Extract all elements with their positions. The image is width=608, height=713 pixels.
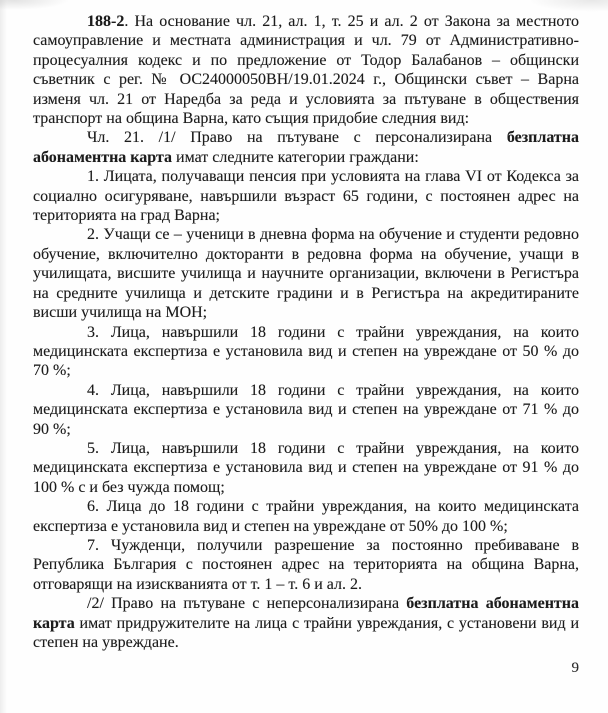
text-run: 2. Учащи се – ученици в дневна форма на обучение и студенти редовно обучение, включително докторанти в редовна форма на обучение, учащи в училищата, висшите училища и научните организации, включени в Регистъра на средните училища и детските градини и в Регистъра на акредитираните висши училища на МОН; — [33, 226, 579, 322]
scan-edge-artifact — [0, 0, 7, 713]
document-body — [33, 12, 579, 652]
list-item-category-3 — [33, 323, 579, 381]
text-run: имат следните категории граждани: — [172, 148, 419, 166]
list-item-category-4 — [33, 381, 579, 439]
list-item-category-2 — [33, 225, 579, 322]
scan-smudge-artifact — [0, 0, 70, 10]
list-item-category-1 — [33, 167, 579, 225]
page-number: 9 — [571, 660, 579, 676]
text-run: . На основание чл. 21, ал. 1, т. 25 и ал. 2 от Закона за местното самоуправление и местната администрация и чл. 79 от Административно-процесуалния кодекс и по предложение от Тодор Балабанов – общински съветник с рег. № ОС24000050ВН/19.01.2024 г., Общински съвет – Варна изменя чл. 21 от Наредба за реда и условията за пътуване в обществения транспорт на община Варна, като същия придобие следния вид: — [33, 13, 579, 128]
list-item-category-6 — [33, 497, 579, 536]
text-run: 7. Чужденци, получили разрешение за постоянно пребиваване в Република България с постоянен адрес на територията на община Варна, отговарящи на изискванията от т. 1 – т. 6 и ал. 2. — [33, 536, 579, 593]
paragraph-decision-188-2 — [33, 12, 579, 128]
text-run: Чл. 21. /1/ Право на пътуване с персонализирана — [87, 129, 507, 147]
text-run: 6. Лица до 18 години с трайни увреждания, на които медицинската експертиза е установила вид и степен на увреждане от 50% до 100 %; — [33, 498, 579, 535]
scan-smudge-artifact — [528, 0, 608, 12]
decision-number: 188-2 — [87, 13, 125, 30]
list-item-category-7 — [33, 536, 579, 594]
text-run: /2/ Право на пътуване с неперсонализирана — [87, 595, 407, 613]
text-run: 3. Лица, навършили 18 години с трайни увреждания, на които медицинската експертиза е установила вид и степен на увреждане от 50 % до 70 %; — [33, 323, 579, 380]
paragraph-art21-par2 — [33, 594, 579, 652]
text-run: имат придружителите на лица с трайни увреждания, с установени вид и степен на увреждане. — [33, 614, 579, 651]
text-run: 1. Лицата, получаващи пенсия при условията на глава VI от Кодекса за социално осигуряване, навършили възраст 65 години, с постоянен адрес на територията на град Варна; — [33, 168, 579, 225]
bold-term-free-card: безплатна абонаментна карта — [33, 595, 579, 632]
bold-term-free-card: безплатна абонаментна карта — [33, 129, 579, 166]
paragraph-art21-par1 — [33, 128, 579, 167]
text-run: 5. Лица, навършили 18 години с трайни увреждания, на които медицинската експертиза е установила вид и степен на увреждане от 91 % до 100 % с и без чужда помощ; — [33, 439, 579, 496]
list-item-category-5 — [33, 439, 579, 497]
text-run: 4. Лица, навършили 18 години с трайни увреждания, на които медицинската експертиза е установила вид и степен на увреждане от 71 % до 90 %; — [33, 381, 579, 438]
